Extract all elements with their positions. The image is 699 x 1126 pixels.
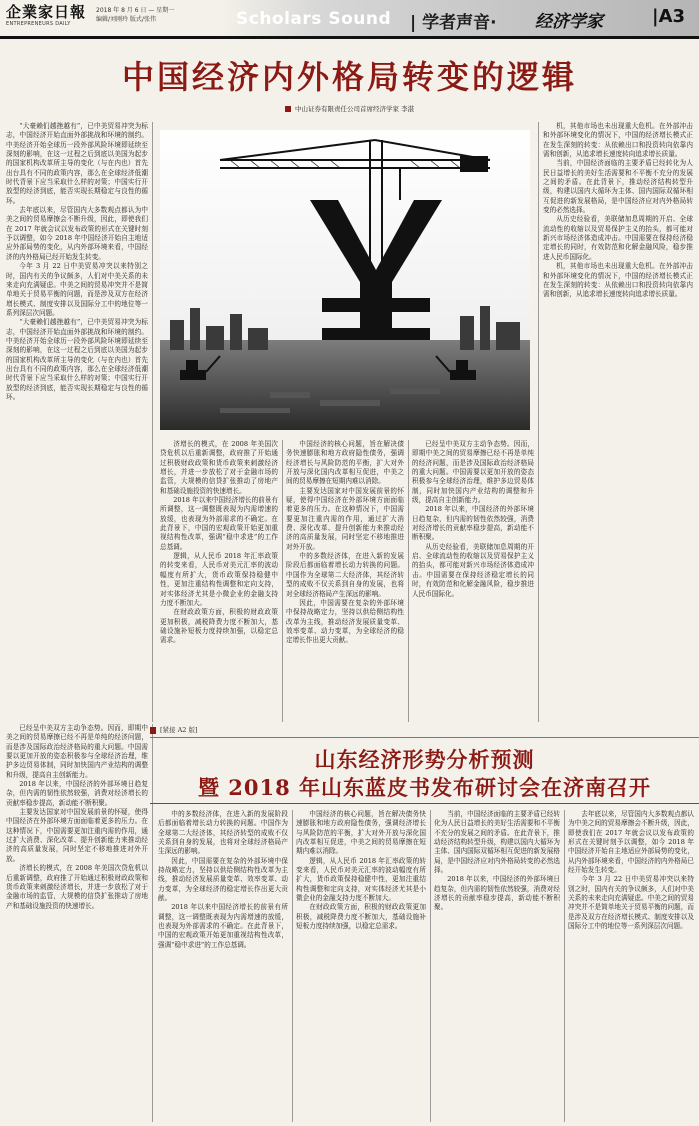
column-divider <box>292 810 293 1122</box>
paragraph: 已经呈中美双方主动争态势。因而，即期中美之间的贸易摩擦已经不再是单纯的经济问题，而是涉及国际政治经济格局的重大问题。中国需要以更加开放的姿态积极参与全球经济治理，维护多边贸易体制，同时加快国内产业结构的调整和升级，提高自主创新能力。 <box>6 724 148 779</box>
section-english-title: Scholars Sound <box>236 9 392 29</box>
paragraph: 2018 年以来，中国经济的外部环境日趋复杂，但内需的韧性依然较强，消费对经济增长的贡献率稳步提高，新动能不断积聚。 <box>6 780 148 807</box>
paragraph: 2018 年以来，中国经济的外部环境日趋复杂，但内需的韧性依然较强，消费对经济增长的贡献率稳步提高，新动能不断积聚。 <box>412 505 534 542</box>
column-divider <box>564 810 565 1122</box>
paragraph: 当前，中国经济面临的主要矛盾已经转化为人民日益增长的美好生活需要和不平衡不充分的发展之间的矛盾。在此背景下，推动经济结构转型升级，构建以国内大循环为主体、国内国际双循环相互促进的新发展格局，是中国经济应对内外格局转变的必然选择。 <box>543 159 693 215</box>
paragraph: 机，其他市场也未出现重大危机。在外部冲击和外部环境变化的情况下，中国的经济增长模式正在发生深刻的转变：从依赖出口和投资转向依靠内需和创新，从追求增长速度转向追求增长质量。 <box>543 122 693 159</box>
column-divider <box>152 122 153 722</box>
article-separator <box>150 737 699 738</box>
paragraph: 去年底以来，尽管国内大多数观点都认为中美之间的贸易摩擦会不断升级，因此，即使我们在 2017 年就会议以发布政策的形式在关键时刻予以调整，如今 2018 年中国经济开始自主地适应外部局势的变化，从内外部环境来看，中国经济的内外格局已经开始发生转变。 <box>568 810 694 875</box>
continuation-tag <box>150 724 240 736</box>
paragraph: 2018 年以来，中国经济的外部环境日趋复杂，但内需的韧性依然较强，消费对经济增长的贡献率稳步提高，新动能不断积聚。 <box>434 875 560 912</box>
article-column-right <box>543 122 693 722</box>
article2-headline-line1: 山东经济形势分析预测 <box>314 747 535 772</box>
paragraph: 从历史经验看，美联储加息周期的开启、全球流动性的收缩以及贸易保护主义的抬头，都可能对新兴市场经济体造成冲击。中国需要在保持经济稳定增长的同时，有效防范和化解金融风险，稳步推进人民币国际化。 <box>412 542 534 598</box>
paragraph: 中国经济的核心问题，旨在解决债务快速膨胀和地方政府隐性债务，强调经济增长与风险防范的平衡，扩大对外开放与深化国内改革相互促进，中美之间的贸易摩擦在短期内难以消除。 <box>286 440 404 486</box>
issue-meta <box>96 6 216 24</box>
byline-text: 中山证券有限责任公司首席经济学家 李湛 <box>295 105 415 113</box>
article2-column-1 <box>158 810 288 1122</box>
column-divider <box>538 122 539 722</box>
paragraph: 2018 年以来中国经济增长的前景有所调整，这一调整既表现为内需增速的放缓，也表现为外部需求的不确定。在此背景下，中国的宏观政策开始更加重视结构性改革，强调“稳中求进”的工作总基调。 <box>158 903 288 949</box>
article2-headline-rule <box>150 803 699 804</box>
logo-title: 企業家日報 <box>6 3 87 21</box>
tag-text: [紧接 A2 版] <box>160 726 198 734</box>
article2-column-4 <box>568 810 694 1122</box>
section-brand: 经济学家 <box>535 12 603 32</box>
section-title: | 学者声音· <box>410 13 497 33</box>
paragraph: 逻辑，从人民币 2018 年汇率政策的转变来看，人民币对美元汇率的波动幅度有所扩大，货币政策保持稳健中性，更加注重结构性调整和定向支持，对实体经济尤其是小微企业的金融支持力度不断加大。 <box>160 552 278 607</box>
paragraph: 中国经济的核心问题，旨在解决债务快速膨胀和地方政府隐性债务，强调经济增长与风险防范的平衡，扩大对外开放与深化国内改革相互促进，中美之间的贸易摩擦在短期内难以消除。 <box>296 810 426 856</box>
logo-subtitle: ENTREPRENEURS DAILY <box>6 21 71 27</box>
masthead <box>0 0 699 36</box>
article-column-d1 <box>412 440 534 722</box>
paragraph: 因此，中国需要在复杂的外部环境中保持战略定力，坚持以供给侧结构性改革为主线，推动经济发展质量变革、效率变革、动力变革，为全球经济的稳定增长作出更大贡献。 <box>158 856 288 903</box>
paragraph: 当前，中国经济面临的主要矛盾已经转化为人民日益增长的美好生活需要和不平衡不充分的发展之间的矛盾。在此背景下，推动经济结构转型升级，构建以国内大循环为主体、国内国际双循环相互促进的新发展格局，是中国经济应对内外格局转变的必然选择。 <box>434 810 560 875</box>
tag-marker <box>150 727 156 734</box>
article2-column-2 <box>296 810 426 1122</box>
crane-yen-illustration <box>160 130 530 430</box>
article-headline: 中国经济内外格局转变的逻辑 <box>121 58 577 96</box>
paragraph: 因此，中国需要在复杂的外部环境中保持战略定力，坚持以供给侧结构性改革为主线，推动经济发展质量变革、效率变革、动力变革，为全球经济的稳定增长作出更大贡献。 <box>286 598 404 645</box>
paragraph: “大豪赖们越挫越有”，已中美贸易冲突为标志，中国经济开始直面外部挑战和环境的制约。中美经济开始全球历一段外部风险环境即延续至深刻的影响，在这一过程之后到底以美国为起步的国家机构改革所主导的变化（与在内也）首先出台具有不同的政策内容，那么在全球经济低潮时代背景下应当采取什么样的对策；中国实行开放型的经济到底，能否实现长期稳定与良性的循环。 <box>6 318 148 401</box>
page-number: |A3 <box>652 6 686 27</box>
paragraph: 今年 3 月 22 日中美贸易冲突以来特别之时，国内有关的争议颇多，人们对中美关系的未来走向充满疑虑。中美之间的贸易冲突并不是简单地关于贸易平衡的问题，而是涉及双方在经济增长模式、制度安排以及国际分工中的地位等一系列深层次问题。 <box>568 875 694 931</box>
paragraph: 济增长的模式，在 2008 年美国次贷危机以后重新调整，政府推了开始通过积极财政政策和货币政策来刺激经济增长，并进一步放松了对于金融市场的监管，大规模的信贷扩张推动了房地产和基础设施投资的快速增长。 <box>160 440 278 495</box>
paragraph: 今年 3 月 22 日中美贸易冲突以来特别之时，国内有关的争议颇多，人们对中美关系的未来走向充满疑虑。中美之间的贸易冲突并不是简单地关于贸易平衡的问题，而是涉及双方在经济增长模式、制度安排以及国际分工中的地位等一系列深层次问题。 <box>6 262 148 317</box>
column-divider <box>430 810 431 1122</box>
paragraph: 去年底以来，尽管国内大多数观点都认为中美之间的贸易摩擦会不断升级，因此，即使我们在 2017 年就会议以发布政策的形式在关键时刻予以调整，如今 2018 年中国经济开始自主地适应外部局势的变化，从内外部环境来看，中国经济的内外格局已经开始发生转变。 <box>6 206 148 261</box>
paragraph: 2018 年以来中国经济增长的前景有所调整，这一调整既表现为内需增速的放缓，也表现为外部需求的不确定。在此背景下，中国的宏观政策开始更加重视结构性改革，强调“稳中求进”的工作总基调。 <box>160 496 278 551</box>
byline <box>285 104 413 114</box>
article-column-b <box>160 440 278 722</box>
paragraph: 主要发达国家对中国发展前景的怀疑，使得中国经济在外部环境方面面临着更多的压力。在这种情况下，中国需要更加注重内需的作用，通过扩大消费、深化改革、提升创新能力来推动经济的高质量发展，同时坚定不移地推进对外开放。 <box>6 808 148 863</box>
paragraph: 从历史经验看，美联储加息周期的开启、全球流动性的收缩以及贸易保护主义的抬头，都可能对新兴市场经济体造成冲击。中国需要在保持经济稳定增长的同时，有效防范和化解金融风险，稳步推进人民币国际化。 <box>543 215 693 261</box>
paragraph: 在财政政策方面，积极的财政政策更加积极，减税降费力度不断加大，基础设施补短板力度持续加强，以稳定总需求。 <box>160 608 278 645</box>
article-column-left-continued <box>6 724 148 1122</box>
paragraph: 在财政政策方面，积极的财政政策更加积极，减税降费力度不断加大，基础设施补短板力度持续加强，以稳定总需求。 <box>296 903 426 931</box>
paragraph: “大豪赖们越挫越有”，已中美贸易冲突为标志，中国经济开始直面外部挑战和环境的制约。中美经济开始全球历一段外部风险环境即延续至深刻的影响，在这一过程之后到底以美国为起步的国家机构改革所主导的变化（与在内也）首先出台具有不同的政策内容，那么在全球经济低潮时代背景下应当采取什么样的对策；中国实行开放型的经济到底，能否实现长期稳定与良性的循环。 <box>6 122 148 205</box>
issue-date: 2018 年 8 月 6 日 — 星期一 <box>96 7 175 14</box>
construction-crane-photo <box>160 130 530 430</box>
issue-editors: 编辑/刘刚玲 版式/张伟 <box>96 16 156 23</box>
paragraph: 中的多数经济体，在进入新的发展阶段后都面临着增长动力转换的问题。中国作为全球第二大经济体，其经济转型的成败不仅关系到自身的发展，也将对全球经济格局产生深远的影响。 <box>158 810 288 856</box>
byline-marker <box>285 106 291 112</box>
masthead-rule <box>0 36 699 39</box>
column-divider <box>282 440 283 722</box>
paragraph: 已经呈中美双方主动争态势。因而，即期中美之间的贸易摩擦已经不再是单纯的经济问题，而是涉及国际政治经济格局的重大问题。中国需要以更加开放的姿态积极参与全球经济治理，维护多边贸易体制，同时加快国内产业结构的调整和升级，提高自主创新能力。 <box>412 440 534 505</box>
paragraph: 中的多数经济体，在进入新的发展阶段后都面临着增长动力转换的问题。中国作为全球第二大经济体，其经济转型的成败不仅关系到自身的发展，也将对全球经济格局产生深远的影响。 <box>286 552 404 598</box>
paragraph: 机，其他市场也未出现重大危机。在外部冲击和外部环境变化的情况下，中国的经济增长模式正在发生深刻的转变：从依赖出口和投资转向依靠内需和创新，从追求增长速度转向追求增长质量。 <box>543 262 693 299</box>
column-divider <box>408 440 409 722</box>
newspaper-logo <box>6 4 86 32</box>
paragraph: 济增长的模式，在 2008 年美国次贷危机以后重新调整，政府推了开始通过积极财政政策和货币政策来刺激经济增长，并进一步放松了对于金融市场的监管，大规模的信贷扩张推动了房地产和基础设施投资的快速增长。 <box>6 864 148 910</box>
paragraph: 主要发达国家对中国发展前景的怀疑，使得中国经济在外部环境方面面临着更多的压力。在这种情况下，中国需要更加注重内需的作用，通过扩大消费、深化改革、提升创新能力来推动经济的高质量发展，同时坚定不移地推进对外开放。 <box>286 486 404 551</box>
article2-column-3 <box>434 810 560 1122</box>
paragraph: 逻辑，从人民币 2018 年汇率政策的转变来看，人民币对美元汇率的波动幅度有所扩大，货币政策保持稳健中性，更加注重结构性调整和定向支持，对实体经济尤其是小微企业的金融支持力度不断加大。 <box>296 856 426 903</box>
article-column-c <box>286 440 404 722</box>
article2-headline-line2: 暨 2018 年山东蓝皮书发布研讨会在济南召开 <box>197 775 652 800</box>
article-column-left <box>6 122 148 722</box>
